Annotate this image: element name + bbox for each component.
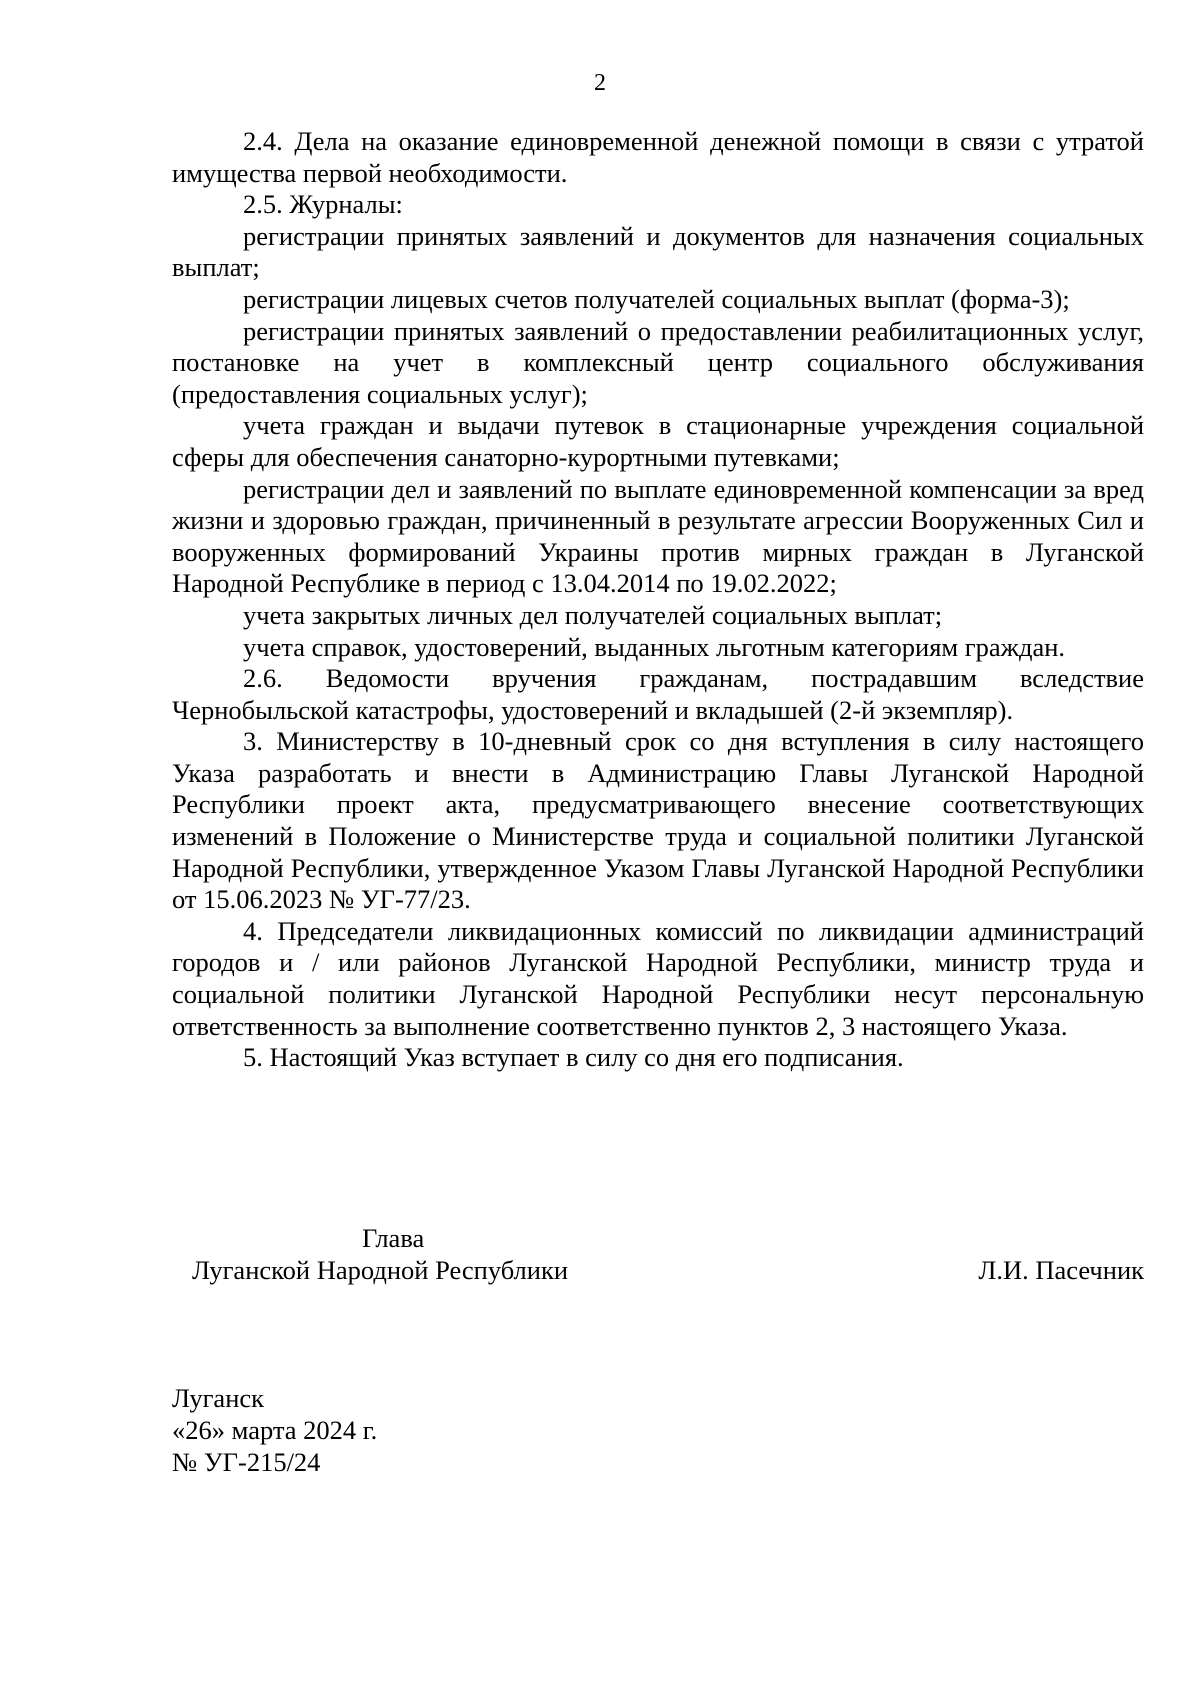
- page-number: 2: [594, 70, 606, 96]
- paragraph-2-6: 2.6. Ведомости вручения гражданам, пострадавшим вследствие Чернобыльской катастрофы, удостоверений и вкладышей (2-й экземпляр).: [172, 663, 1144, 725]
- paragraph-3: 3. Министерству в 10-дневный срок со дня вступления в силу настоящего Указа разработать и внести в Администрацию Главы Луганской Народной Республики проект акта, предусматривающего внесение соответствующих изменений в Положение о Министерстве труда и социальной политики Луганской Народной Республики, утвержденное Указом Главы Луганской Народной Республики от 15.06.2023 № УГ-77/23.: [172, 726, 1144, 915]
- document-body: [172, 126, 1144, 1074]
- journal-item: учета граждан и выдачи путевок в стационарные учреждения социальной сферы для обеспечения санаторно-курортными путевками;: [172, 410, 1144, 472]
- journal-item: учета закрытых личных дел получателей социальных выплат;: [243, 599, 943, 630]
- paragraph-2-4: 2.4. Дела на оказание единовременной денежной помощи в связи с утратой имущества первой необходимости.: [172, 126, 1144, 188]
- journal-item: регистрации лицевых счетов получателей социальных выплат (форма-3);: [243, 283, 1070, 314]
- journal-item: регистрации принятых заявлений и документов для назначения социальных выплат;: [172, 220, 1144, 283]
- document-footer: [172, 1382, 377, 1478]
- signature-title: Глава: [362, 1223, 425, 1253]
- signatory-name: Л.И. Пасечник: [978, 1255, 1144, 1285]
- paragraph-5: 5. Настоящий Указ вступает в силу со дня его подписания.: [243, 1042, 904, 1073]
- footer-number: № УГ-215/24: [172, 1447, 321, 1477]
- footer-city: Луганск: [172, 1383, 265, 1413]
- journal-item: регистрации принятых заявлений о предоставлении реабилитационных услуг, постановке на учет в комплексный центр социального обслуживания (предоставления социальных услуг);: [172, 315, 1144, 409]
- signature-organization: Луганской Народной Республики: [192, 1255, 569, 1285]
- journal-item: учета справок, удостоверений, выданных льготным категориям граждан.: [243, 631, 1066, 662]
- journal-item: регистрации дел и заявлений по выплате единовременной компенсации за вред жизни и здоровью граждан, причиненный в результате агрессии Вооруженных Сил и вооруженных формирований Украины против мирных граждан в Луганской Народной Республике в период с 13.04.2014 по 19.02.2022;: [172, 473, 1144, 599]
- footer-date: «26» марта 2024 г.: [172, 1415, 378, 1445]
- paragraph-2-5: 2.5. Журналы:: [243, 189, 403, 220]
- paragraph-4: 4. Председатели ликвидационных комиссий по ликвидации администраций городов и / или районов Луганской Народной Республики, министр труда и социальной политики Луганской Народной Республики несут персональную ответственность за выполнение соответственно пунктов 2, 3 настоящего Указа.: [172, 915, 1144, 1041]
